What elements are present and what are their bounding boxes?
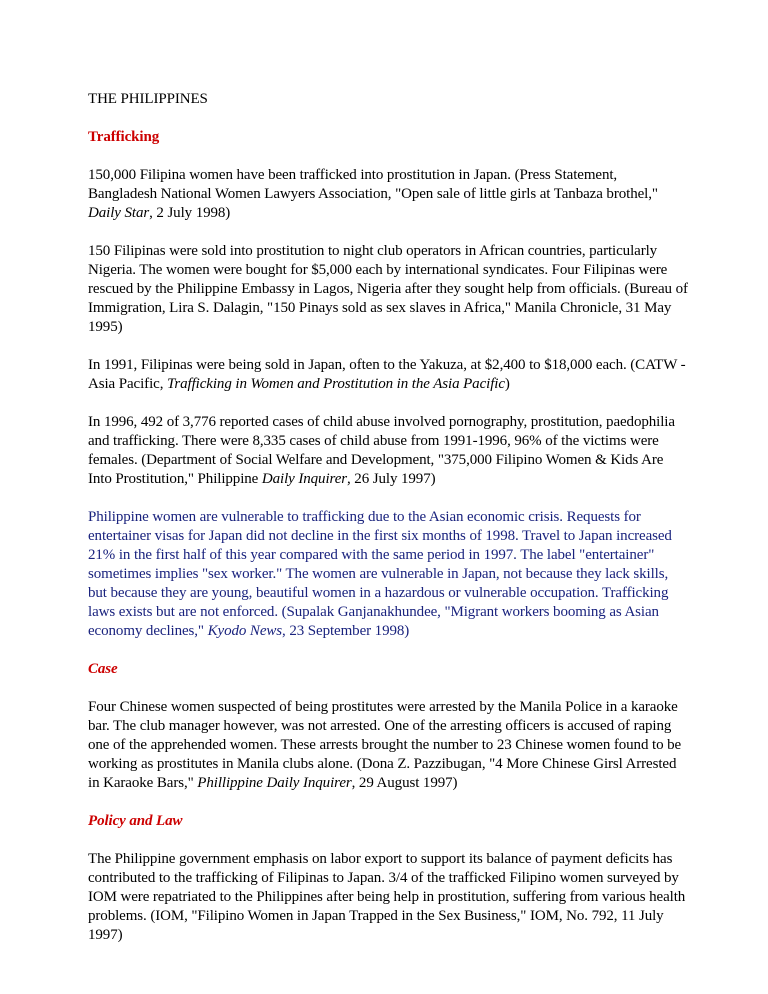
page-title: THE PHILIPPINES <box>88 91 208 107</box>
paragraph-trafficking-4: In 1996, 492 of 3,776 reported cases of child abuse involved pornography, prostitution, paedophilia and trafficking. There were 8,335 cases of child abuse from 1991-1996, 96% of the victims were females. (Department of Social Welfare and Development, "375,000 Filipino Women & Kids Are Into Prostitution," Philippine Daily Inquirer, 26 July 1997) <box>88 414 675 487</box>
paragraph-trafficking-1: 150,000 Filipina women have been trafficked into prostitution in Japan. (Press Statement, Bangladesh National Women Lawyers Association, "Open sale of little girls at Tanbaza brothel," Daily Star, 2 July 1998) <box>88 167 658 221</box>
paragraph-trafficking-5: Philippine women are vulnerable to trafficking due to the Asian economic crisis. Requests for entertainer visas for Japan did not decline in the first six months of 1998. Travel to Japan increased 21% in the first half of this year compared with the same period in 1997. The label "entertainer" sometimes implies "sex worker." The women are vulnerable in Japan, not because they lack skills, but because they are young, beautiful women in a hazardous or vulnerable occupation. Trafficking laws exists but are not enforced. (Supalak Ganjanakhundee, "Migrant workers booming as Asian economy declines," Kyodo News, 23 September 1998) <box>88 509 672 639</box>
paragraph-case-1: Four Chinese women suspected of being prostitutes were arrested by the Manila Police in a karaoke bar. The club manager however, was not arrested. One of the arresting officers is accused of raping one of the apprehended women. These arrests brought the number to 23 Chinese women found to be working as prostitutes in Manila clubs alone. (Dona Z. Pazzibugan, "4 More Chinese Girsl Arrested in Karaoke Bars," Phillippine Daily Inquirer, 29 August 1997) <box>88 699 682 791</box>
section-heading-case: Case <box>88 661 118 677</box>
paragraph-trafficking-2: 150 Filipinas were sold into prostitution to night club operators in African countries, particularly Nigeria. The women were bought for $5,000 each by international syndicates. Four Filipinas were rescued by the Philippine Embassy in Lagos, Nigeria after they sought help from officials. (Bureau of Immigration, Lira S. Dalagin, "150 Pinays sold as sex slaves in Africa," Manila Chronicle, 31 May 1995) <box>88 243 688 335</box>
paragraph-trafficking-3: In 1991, Filipinas were being sold in Japan, often to the Yakuza, at $2,400 to $18,000 each. (CATW - Asia Pacific, Trafficking in Women and Prostitution in the Asia Pacific) <box>88 357 686 392</box>
section-heading-trafficking: Trafficking <box>88 129 160 145</box>
paragraph-policy-1: The Philippine government emphasis on labor export to support its balance of payment deficits has contributed to the trafficking of Filipinas to Japan. 3/4 of the trafficked Filipino women surveyed by IOM were repatriated to the Philippines after being help in prostitution, suffering from various health problems. (IOM, "Filipino Women in Japan Trapped in the Sex Business," IOM, No. 792, 11 July 1997) <box>88 851 686 943</box>
section-heading-policy-and-law: Policy and Law <box>88 813 183 829</box>
